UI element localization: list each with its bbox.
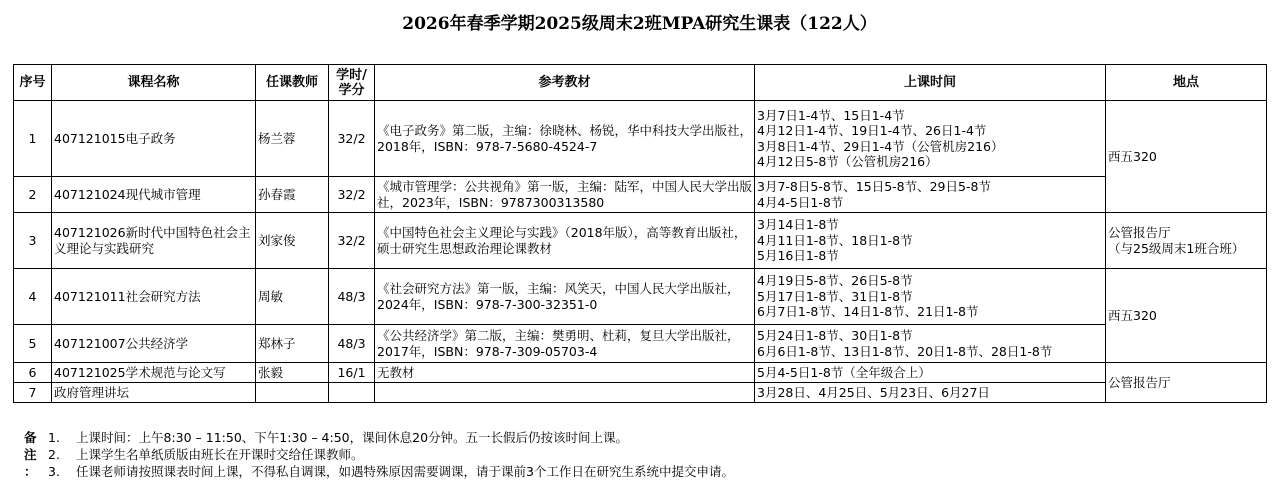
note-text: 任课老师请按照课表时间上课，不得私自调课，如遇特殊原因需要调课，请于课前3个工作日在研究生系统中提交申请。: [76, 464, 734, 479]
time-line: 5月16日1-8节: [757, 248, 839, 264]
hours-credits: 48/3: [329, 269, 375, 325]
teacher-name: 周敏: [256, 269, 329, 325]
header-location: 地点: [1106, 65, 1267, 101]
time-line: 3月7日1-4节、15日1-4节: [757, 107, 905, 123]
header-hours: 学时/学分: [329, 65, 375, 101]
note-item: [24, 446, 734, 463]
class-time: [755, 213, 1106, 269]
course-name: 407121024现代城市管理: [52, 177, 256, 213]
location-cell: 西五320: [1106, 101, 1267, 213]
teacher-name: [256, 383, 329, 403]
row-index: 7: [14, 383, 52, 403]
location-cell: [1106, 213, 1267, 269]
time-line: 4月12日1-4节、19日1-4节、26日1-4节: [757, 123, 987, 138]
note-number: 1.: [48, 430, 60, 445]
time-line: 3月14日1-8节: [757, 217, 839, 233]
page-title: 2026年春季学期2025级周末2班MPA研究生课表（122人）: [402, 14, 877, 34]
location-cell: 西五320: [1106, 269, 1267, 363]
row-index: 2: [14, 177, 52, 213]
table-row: [14, 383, 1267, 403]
row-index: 4: [14, 269, 52, 325]
row-index: 3: [14, 213, 52, 269]
textbook: 《城市管理学：公共视角》第一版，主编：陆军，中国人民大学出版社，2023年，ISBN：9787300313580: [375, 177, 755, 213]
note-number: 3.: [48, 464, 60, 479]
course-name: 407121026新时代中国特色社会主义理论与实践研究: [52, 213, 256, 269]
note-text: 上课学生名单纸质版由班长在开课时交给任课教师。: [76, 447, 364, 462]
notes-section: [24, 429, 734, 480]
header-time: 上课时间: [755, 65, 1106, 101]
textbook: 《社会研究方法》第一版，主编：风笑天，中国人民大学出版社，2024年，ISBN：978-7-300-32351-0: [375, 269, 755, 325]
row-index: 6: [14, 363, 52, 383]
header-index: 序号: [14, 65, 52, 101]
course-name: 407121025学术规范与论文写: [52, 363, 256, 383]
note-text: 上课时间：上午8:30 – 11:50、下午1:30 – 4:50，课间休息20分钟。五一长假后仍按该时间上课。: [76, 430, 629, 445]
location-cell: 公管报告厅: [1106, 363, 1267, 403]
note-number: 2.: [48, 447, 60, 462]
time-line: 4月4-5日1-8节: [757, 194, 844, 210]
note-mark: 注: [24, 447, 37, 462]
note-item: [24, 429, 734, 446]
teacher-name: 刘家俊: [256, 213, 329, 269]
course-name: 407121011社会研究方法: [52, 269, 256, 325]
time-line: 5月24日1-8节、30日1-8节: [757, 328, 913, 343]
hours-credits: 32/2: [329, 177, 375, 213]
header-course: 课程名称: [52, 65, 256, 101]
hours-credits: [329, 383, 375, 403]
teacher-name: 孙春霞: [256, 177, 329, 213]
note-item: [24, 463, 734, 480]
header-teacher: 任课教师: [256, 65, 329, 101]
hours-credits: 32/2: [329, 213, 375, 269]
time-line: 4月12日5-8节（公管机房216）: [757, 154, 938, 169]
textbook: [375, 383, 755, 403]
hours-credits: 32/2: [329, 101, 375, 177]
table-row: [14, 363, 1267, 383]
class-time: [755, 177, 1106, 213]
time-line: 3月8日1-4节、29日1-4节（公管机房216）: [757, 138, 1004, 154]
time-line: 5月17日1-8节、31日1-8节: [757, 288, 913, 304]
table-row: [14, 177, 1267, 213]
class-time: [755, 269, 1106, 325]
time-line: 6月6日1-8节、13日1-8节、20日1-8节、28日1-8节: [757, 343, 1053, 359]
table-row: [14, 101, 1267, 177]
time-line: 5月4-5日1-8节（全年级合上）: [757, 364, 931, 380]
time-line: 3月28日、4月25日、5月23日、6月27日: [757, 384, 990, 400]
table-row: [14, 213, 1267, 269]
course-name: 政府管理讲坛: [52, 383, 256, 403]
class-time: [755, 383, 1106, 403]
table-header-row: [14, 65, 1267, 101]
location-line: （与25级周末1班合班）: [1108, 240, 1245, 256]
textbook: 《中国特色社会主义理论与实践》（2018年版），高等教育出版社，硕士研究生思想政治理论课教材: [375, 213, 755, 269]
header-textbook: 参考教材: [375, 65, 755, 101]
note-mark: ：: [24, 464, 37, 479]
table-row: [14, 269, 1267, 325]
time-line: 4月11日1-8节、18日1-8节: [757, 232, 913, 248]
teacher-name: 张毅: [256, 363, 329, 383]
class-time: [755, 363, 1106, 383]
textbook: 《公共经济学》第二版，主编：樊勇明、杜莉，复旦大学出版社，2017年，ISBN：978-7-309-05703-4: [375, 325, 755, 363]
class-time: [755, 101, 1106, 177]
class-time: [755, 325, 1106, 363]
course-name: 407121015电子政务: [52, 101, 256, 177]
hours-credits: 16/1: [329, 363, 375, 383]
row-index: 5: [14, 325, 52, 363]
note-mark: 备: [24, 430, 37, 445]
table-row: [14, 325, 1267, 363]
hours-credits: 48/3: [329, 325, 375, 363]
teacher-name: 郑林子: [256, 325, 329, 363]
location-line: 公管报告厅: [1108, 225, 1171, 240]
textbook: 《电子政务》第二版，主编：徐晓林、杨锐，华中科技大学出版社，2018年，ISBN：978-7-5680-4524-7: [375, 101, 755, 177]
time-line: 4月19日5-8节、26日5-8节: [757, 273, 913, 289]
teacher-name: 杨兰蓉: [256, 101, 329, 177]
time-line: 6月7日1-8节、14日1-8节、21日1-8节: [757, 304, 979, 320]
course-name: 407121007公共经济学: [52, 325, 256, 363]
textbook: 无教材: [375, 363, 755, 383]
row-index: 1: [14, 101, 52, 177]
time-line: 3月7-8日5-8节、15日5-8节、29日5-8节: [757, 179, 991, 194]
schedule-table: [13, 64, 1267, 403]
